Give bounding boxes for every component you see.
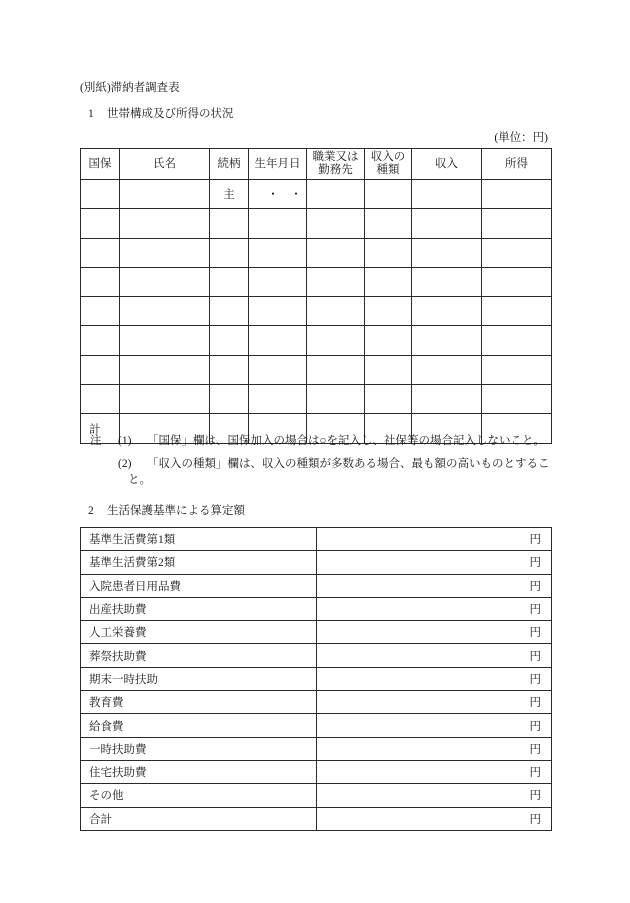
household-table-header-row [81, 149, 552, 180]
header-earnings: 所得 [482, 149, 552, 180]
cell-relationship: 主 [210, 180, 249, 209]
cell-name [120, 267, 210, 296]
household-table-header [81, 149, 552, 180]
cell-birthdate [249, 355, 307, 384]
cell-kokuho [81, 326, 120, 355]
cell-relationship [210, 267, 249, 296]
cell-occupation [307, 267, 365, 296]
cell-name [120, 385, 210, 414]
cell-income-type [365, 297, 412, 326]
section-2-heading: 生活保護基準による算定額 [107, 505, 245, 517]
cell-birthdate [249, 209, 307, 238]
cell-name [120, 297, 210, 326]
cell-birthdate [249, 385, 307, 414]
cell-occupation [307, 385, 365, 414]
household-table-row [81, 209, 552, 238]
cell-birthdate: ・ ・ [249, 180, 307, 209]
household-table-row [81, 267, 552, 296]
cell-birthdate [249, 326, 307, 355]
cell-income [412, 267, 482, 296]
assessment-item-label: その他 [81, 784, 317, 807]
header-occupation: 職業又は 勤務先 [307, 149, 365, 180]
cell-earnings [482, 326, 552, 355]
assessment-row [81, 784, 552, 807]
cell-income-type [365, 326, 412, 355]
household-table-row [81, 180, 552, 209]
assessment-amount-unit: 円 [317, 574, 552, 597]
household-table [80, 148, 552, 444]
cell-relationship [210, 385, 249, 414]
cell-earnings [482, 209, 552, 238]
cell-occupation [307, 355, 365, 384]
header-birthdate: 生年月日 [249, 149, 307, 180]
assessment-amount-unit: 円 [317, 597, 552, 620]
note-text: 「収入の種類」欄は、収入の種類が多数ある場合、最も額の高いものとするこ [147, 458, 550, 470]
assessment-amount-unit: 円 [317, 528, 552, 551]
assessment-item-label: 入院患者日用品費 [81, 574, 317, 597]
assessment-amount-unit: 円 [317, 551, 552, 574]
assessment-item-label: 住宅扶助費 [81, 760, 317, 783]
cell-income [412, 238, 482, 267]
assessment-item-label: 葬祭扶助費 [81, 644, 317, 667]
note-text-continuation: と。 [128, 474, 151, 486]
header-name: 氏名 [120, 149, 210, 180]
assessment-table [80, 527, 552, 831]
cell-income [412, 355, 482, 384]
assessment-item-label: 教育費 [81, 691, 317, 714]
cell-kokuho [81, 297, 120, 326]
assessment-row [81, 691, 552, 714]
cell-earnings [482, 267, 552, 296]
cell-name [120, 355, 210, 384]
cell-income [412, 209, 482, 238]
assessment-row [81, 551, 552, 574]
cell-income-type [365, 238, 412, 267]
assessment-item-label: 基準生活費第1類 [81, 528, 317, 551]
cell-kokuho [81, 238, 120, 267]
cell-income-type [365, 209, 412, 238]
assessment-row [81, 621, 552, 644]
note-number: (2) [118, 458, 132, 470]
cell-kokuho [81, 209, 120, 238]
assessment-amount-unit: 円 [317, 737, 552, 760]
cell-name [120, 238, 210, 267]
cell-earnings [482, 238, 552, 267]
cell-kokuho [81, 385, 120, 414]
assessment-item-label: 給食費 [81, 714, 317, 737]
household-table-row [81, 297, 552, 326]
household-table-body [81, 180, 552, 444]
cell-occupation [307, 238, 365, 267]
cell-occupation [307, 180, 365, 209]
section-1-heading: 世帯構成及び所得の状況 [107, 108, 234, 120]
assessment-item-label: 出産扶助費 [81, 597, 317, 620]
assessment-row [81, 667, 552, 690]
header-income-type: 収入の 種類 [365, 149, 412, 180]
cell-income-type [365, 355, 412, 384]
cell-earnings [482, 385, 552, 414]
assessment-table-body [81, 528, 552, 831]
cell-kokuho: 計 [81, 414, 120, 443]
assessment-amount-unit: 円 [317, 784, 552, 807]
assessment-amount-unit: 円 [317, 807, 552, 830]
assessment-row [81, 760, 552, 783]
cell-occupation [307, 297, 365, 326]
unit-note: (単位：円) [494, 132, 548, 144]
note-text: 「国保」欄は、国保加入の場合は○を記入し、社保等の場合記入しないこと。 [147, 435, 545, 447]
cell-occupation [307, 326, 365, 355]
cell-relationship [210, 297, 249, 326]
household-table-row [81, 238, 552, 267]
section-2-number: 2 [88, 505, 94, 517]
notes-label: 注 [90, 435, 102, 447]
cell-kokuho [81, 180, 120, 209]
cell-income [412, 297, 482, 326]
household-table-row [81, 355, 552, 384]
assessment-amount-unit: 円 [317, 621, 552, 644]
assessment-amount-unit: 円 [317, 644, 552, 667]
cell-kokuho [81, 355, 120, 384]
cell-earnings [482, 355, 552, 384]
cell-income [412, 180, 482, 209]
header-relationship: 続柄 [210, 149, 249, 180]
cell-name [120, 326, 210, 355]
household-table-row [81, 326, 552, 355]
assessment-item-label: 期末一時扶助 [81, 667, 317, 690]
document-title: (別紙)滞納者調査表 [80, 82, 180, 94]
assessment-row [81, 807, 552, 830]
cell-income-type [365, 385, 412, 414]
cell-relationship [210, 355, 249, 384]
assessment-row [81, 574, 552, 597]
cell-name [120, 180, 210, 209]
assessment-row [81, 714, 552, 737]
cell-income [412, 326, 482, 355]
assessment-amount-unit: 円 [317, 714, 552, 737]
cell-relationship [210, 238, 249, 267]
assessment-amount-unit: 円 [317, 691, 552, 714]
cell-earnings [482, 180, 552, 209]
cell-kokuho [81, 267, 120, 296]
cell-birthdate [249, 297, 307, 326]
cell-income-type [365, 267, 412, 296]
cell-earnings [482, 297, 552, 326]
assessment-item-label: 一時扶助費 [81, 737, 317, 760]
assessment-row [81, 597, 552, 620]
assessment-row [81, 528, 552, 551]
cell-relationship [210, 209, 249, 238]
section-1-number: 1 [88, 108, 94, 120]
cell-occupation [307, 209, 365, 238]
header-income: 収入 [412, 149, 482, 180]
assessment-row [81, 737, 552, 760]
assessment-item-label: 合計 [81, 807, 317, 830]
assessment-item-label: 人工栄養費 [81, 621, 317, 644]
household-table-row [81, 385, 552, 414]
cell-name [120, 209, 210, 238]
assessment-amount-unit: 円 [317, 760, 552, 783]
assessment-row [81, 644, 552, 667]
cell-birthdate [249, 267, 307, 296]
cell-relationship [210, 326, 249, 355]
cell-income [412, 385, 482, 414]
cell-income-type [365, 180, 412, 209]
cell-birthdate [249, 238, 307, 267]
assessment-item-label: 基準生活費第2類 [81, 551, 317, 574]
header-kokuho: 国保 [81, 149, 120, 180]
assessment-amount-unit: 円 [317, 667, 552, 690]
note-number: (1) [118, 435, 132, 447]
